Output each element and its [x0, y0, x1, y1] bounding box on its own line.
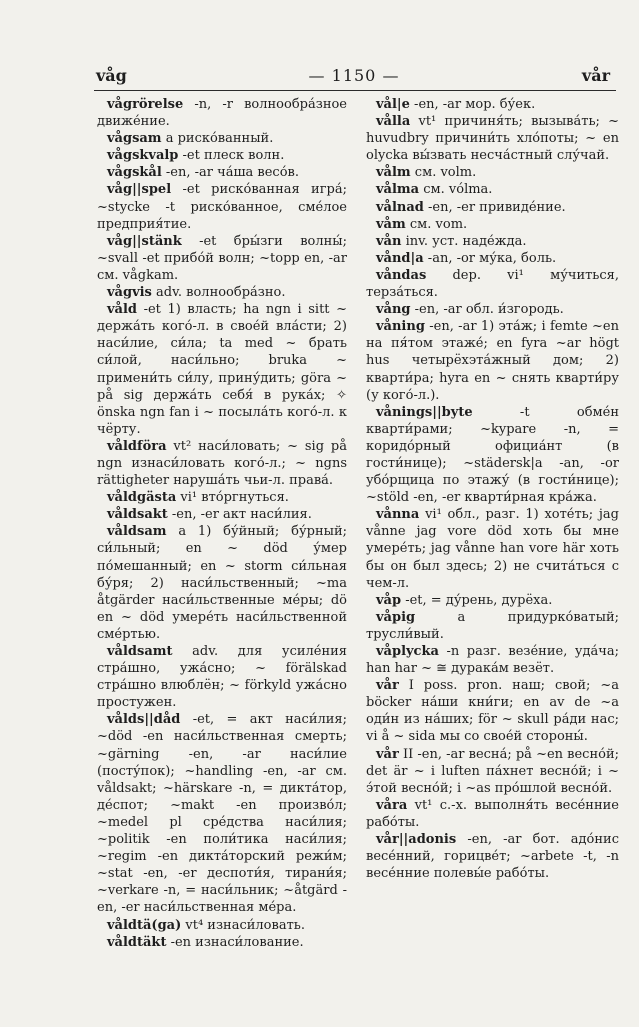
header-right-guide-word: vår: [581, 66, 610, 85]
dictionary-entry: vålm см. volm.: [376, 165, 477, 181]
dictionary-entry: våldsamt adv. для усиле́ния стра́шно, ужа́сно; ~ förälskad стра́шно влюблён; ~ förkyld ужа́сно простужен.: [97, 644, 347, 711]
dictionary-entry: vånna vi¹ обл., разг. 1) хоте́ть; jag vånne jag vore död хоть бы мне умере́ть; jag vånne han vore här хоть бы он был здесь; 2) не счита́ться с чем-л.: [366, 507, 619, 591]
dictionary-entry: våldtäkt -en изнаси́лование.: [107, 934, 304, 950]
dictionary-entry: våld -et 1) власть; ha ngn i sitt ~ держа́ть кого́-л. в свое́й вла́сти; 2) наси́лие, си́ла; ta med ~ брать си́лой, наси́льно; bruka ~ примени́ть си́лу, прину́дить; göra ~ på sig держа́ть себя́ в рука́х; ✧ önska ngn fan i ~ посыла́ть кого́-л. к чёрту.: [97, 302, 347, 437]
dictionary-entry: vån inv. уст. наде́жда.: [376, 233, 527, 249]
dictionary-entry: vågsam a риско́ванный.: [107, 131, 274, 147]
right-column: [366, 96, 619, 882]
dictionary-entry: vågskål -en, -ar ча́ша весо́в.: [107, 165, 299, 181]
dictionary-entry: våm см. vom.: [376, 216, 468, 232]
dictionary-entry: våldsakt -en, -er акт наси́лия.: [107, 507, 312, 523]
header-rule: [94, 90, 616, 91]
dictionary-entry: vågrörelse -n, -r волнообра́зное движе́ние.: [97, 97, 347, 130]
header-left-guide-word: våg: [96, 66, 127, 85]
dictionary-entry: vål|e -en, -ar мор. бу́ек.: [376, 97, 536, 112]
page-header: [94, 66, 614, 86]
dictionary-entry: vår I poss. pron. наш; свой; ~a böcker на́ши кни́ги; en av de ~a оди́н из на́ших; för ~ skull ра́ди нас; vi å ~ sida мы со свое́й стороны́.: [366, 678, 619, 745]
dictionary-entry: vålds||dåd -et, = акт наси́лия; ~död -en наси́льственная смерть; ~gärning -en, -ar наси́лие (посту́пок); ~handling -en, -ar см. våldsakt; ~härskare -n, = дикта́тор, де́спот; ~makt -en произво́л; ~medel pl сре́дства наси́лия; ~politik -en поли́тика наси́лия; ~regim -en дикта́торский режи́м; ~stat -en, -er деспоти́я, тирани́я; ~verkare -n, = наси́льник; ~åtgärd -en, -er наси́льственная ме́ра.: [97, 712, 347, 916]
dictionary-entry: vår II -en, -ar весна́; på ~en весно́й; det är ~ i luften па́хнет весно́й; i ~ э́той весно́й; i ~as про́шлой весно́й.: [366, 746, 619, 796]
dictionary-entry: vår||adonis -en, -ar бот. адо́нис весе́нний, горицве́т; ~arbete -t, -n весе́нние полевы́е рабо́ты.: [366, 832, 619, 882]
dictionary-entry: våplycka -n разг. везе́ние, уда́ча; han har ~ ≅ дурака́м везёт.: [366, 644, 619, 677]
left-column: [97, 96, 347, 951]
dictionary-entry: våg||spel -et риско́ванная игра́; ~stycke -t риско́ванное, сме́лое предприя́тие.: [97, 182, 347, 232]
dictionary-entry: vånings||byte -t обме́н кварти́рами; ~kypare -n, = коридо́рный официа́нт (в гости́нице); ~städersk|a -an, -or убо́рщица по этажу́ (в гости́нице); ~stöld -en, -er кварти́рная кра́жа.: [366, 404, 619, 506]
dictionary-entry: våldsam a 1) бу́йный; бу́рный; си́льный; en ~ död у́мер по́мешанный; en ~ storm си́льная бу́ря; 2) наси́льственный; ~ma åtgärder наси́льственные ме́ры; dö en ~ död умере́ть наси́льственной сме́ртью.: [97, 524, 347, 642]
dictionary-entry: vågvis adv. волнообра́зно.: [107, 285, 286, 301]
dictionary-entry: vålma см. vólma.: [376, 182, 493, 198]
dictionary-entry: vålla vt¹ причиня́ть; вызыва́ть; ~ huvudbry причини́ть хло́поты; ~ en olycka вы́звать несча́стный слу́чай.: [366, 114, 619, 164]
dictionary-entry: våg||stänk -et бры́зги волны́; ~svall -et прибо́й волн; ~topp en, -ar см. vågkam.: [97, 233, 347, 283]
dictionary-entry: vålnad -en, -er привиде́ние.: [376, 199, 566, 215]
dictionary-entry: våldföra vt² наси́ловать; ~ sig på ngn изнаси́ловать кого́-л.; ~ ngns rättigheter наруша́ть чьи-л. права́.: [97, 438, 347, 489]
dictionary-entry: vågskvalp -et плеск волн.: [107, 148, 285, 164]
page-number: — 1150 —: [308, 66, 400, 85]
dictionary-entry: våldgästa vi¹ вто́ргнуться.: [107, 490, 289, 506]
dictionary-entry: våndas dep. vi¹ му́читься, терза́ться.: [366, 267, 619, 301]
dictionary-entry: våp -et, = ду́рень, дурёха.: [376, 592, 553, 608]
dictionary-entry: vånd|a -an, -or му́ка, боль.: [376, 250, 557, 266]
dictionary-entry: vång -en, -ar обл. и́згородь.: [376, 302, 564, 318]
dictionary-entry: våning -en, -ar 1) эта́ж; i femte ~en на пя́том этаже́; en fyra ~ar högt hus четырёхэта́жный дом; 2) кварти́ра; hyra en ~ снять кварти́ру (у кого́-л.).: [366, 319, 619, 403]
dictionary-entry: våra vt¹ с.-х. выполня́ть весе́нние рабо́ты.: [366, 797, 619, 830]
dictionary-entry: våldtä(ga) vt⁴ изнаси́ловать.: [107, 917, 305, 933]
dictionary-entry: våpig a придурко́ватый; трусли́вый.: [366, 609, 619, 642]
